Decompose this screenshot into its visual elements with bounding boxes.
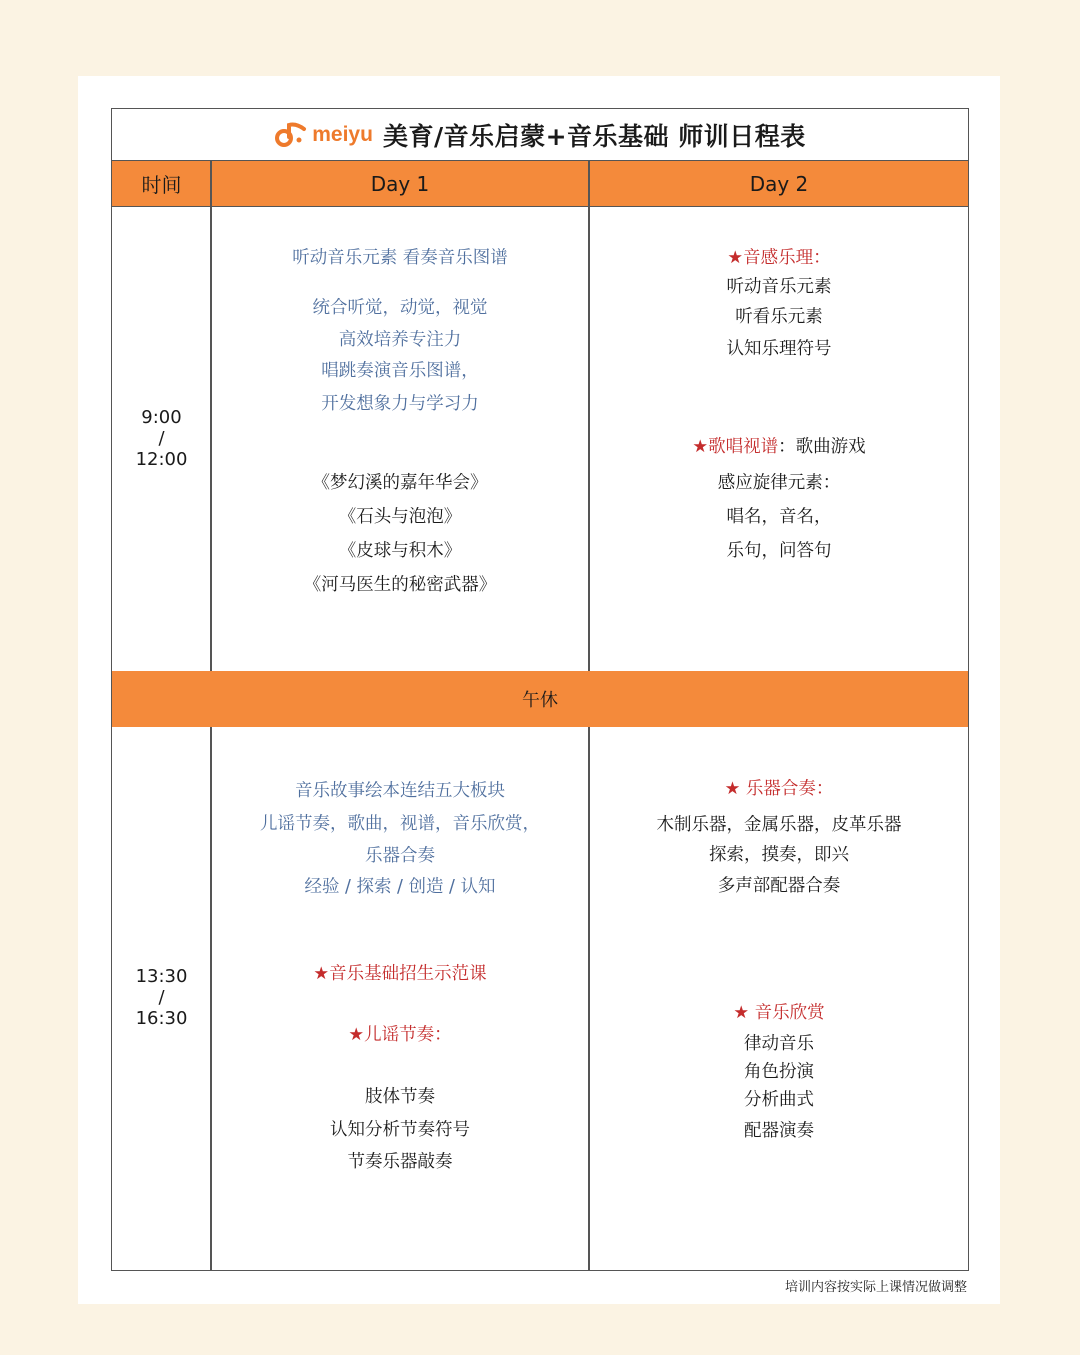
time-start: 9:00 (141, 407, 182, 428)
lunch-row: 午休 (112, 671, 968, 727)
meiyu-logo (274, 121, 373, 149)
time-end: 12:00 (135, 449, 188, 470)
song-title: 《梦幻溪的嘉年华会》 (312, 473, 488, 493)
song-title: 《石头与泡泡》 (338, 507, 462, 527)
section-heading: ★儿谣节奏： (348, 1025, 452, 1045)
afternoon-day2-cell (589, 727, 969, 1270)
content-line: 角色扮演 (744, 1062, 814, 1082)
content-line: 儿谣节奏，歌曲，视谱，音乐欣赏， (260, 814, 540, 834)
page-title: 美育/音乐启蒙+音乐基础 师训日程表 (382, 121, 806, 151)
content-line: 听看乐元素 (735, 307, 823, 327)
content-line: 唱名，音名， (726, 507, 832, 527)
content-line: 认知乐理符号 (726, 339, 832, 359)
header-time: 时间 (141, 173, 182, 197)
schedule-table (111, 108, 969, 1271)
time-separator: / (158, 428, 165, 449)
content-line: 木制乐器，金属乐器，皮革乐器 (656, 815, 902, 835)
song-title: 《河马医生的秘密武器》 (303, 575, 497, 595)
star-icon: ★ (692, 437, 709, 457)
star-icon: ★ (348, 1025, 365, 1045)
song-title: 《皮球与积木》 (338, 541, 462, 561)
content-line: 分析曲式 (744, 1090, 814, 1110)
section-heading: ★音乐基础招生示范课 (313, 964, 487, 984)
music-note-logo-icon (274, 121, 308, 149)
content-line: 感应旋律元素： (717, 473, 841, 493)
title-row (112, 109, 968, 161)
star-icon: ★ (733, 1003, 750, 1023)
content-line: 乐器合奏 (365, 846, 435, 866)
section-heading: ★音感乐理： (727, 248, 831, 268)
content-line: 高效培养专注力 (338, 330, 462, 350)
afternoon-day1-cell (211, 727, 589, 1270)
time-start: 13:30 (135, 966, 188, 987)
content-line: 听动音乐元素 看奏音乐图谱 (292, 248, 508, 268)
section-heading: ★ 音乐欣赏 (733, 1003, 825, 1023)
section-heading: ★歌唱视谱：歌曲游戏 (692, 437, 866, 457)
star-icon: ★ (724, 779, 741, 799)
morning-day1-cell (211, 207, 589, 671)
content-line: 律动音乐 (744, 1034, 814, 1054)
header-row (112, 161, 968, 207)
content-line: 配器演奏 (744, 1121, 814, 1141)
afternoon-time (112, 966, 211, 1029)
content-line: 肢体节奏 (365, 1087, 435, 1107)
content-line: 节奏乐器敲奏 (347, 1152, 453, 1172)
morning-time (112, 407, 211, 470)
star-icon: ★ (727, 248, 744, 268)
content-line: 探索，摸奏，即兴 (709, 845, 849, 865)
content-line: 经验 / 探索 / 创造 / 认知 (304, 877, 496, 897)
time-separator: / (158, 987, 165, 1008)
morning-day2-cell (589, 207, 969, 671)
content-line: 多声部配器合奏 (717, 876, 841, 896)
content-line: 唱跳奏演音乐图谱， (321, 361, 479, 381)
content-line: 开发想象力与学习力 (321, 394, 479, 414)
schedule-sheet (78, 76, 1000, 1304)
content-line: 音乐故事绘本连结五大板块 (295, 781, 505, 801)
content-line: 听动音乐元素 (726, 277, 832, 297)
header-day1: Day 1 (370, 171, 430, 196)
star-icon: ★ (313, 964, 330, 984)
time-end: 16:30 (135, 1008, 188, 1029)
content-line: 认知分析节奏符号 (330, 1120, 470, 1140)
content-line: 统合听觉，动觉，视觉 (312, 298, 488, 318)
logo-text: meiyu (312, 122, 373, 146)
content-line: 乐句，问答句 (726, 541, 832, 561)
section-heading: ★ 乐器合奏： (724, 779, 834, 799)
header-day2: Day 2 (749, 171, 809, 196)
footnote: 培训内容按实际上课情况做调整 (784, 1280, 967, 1295)
